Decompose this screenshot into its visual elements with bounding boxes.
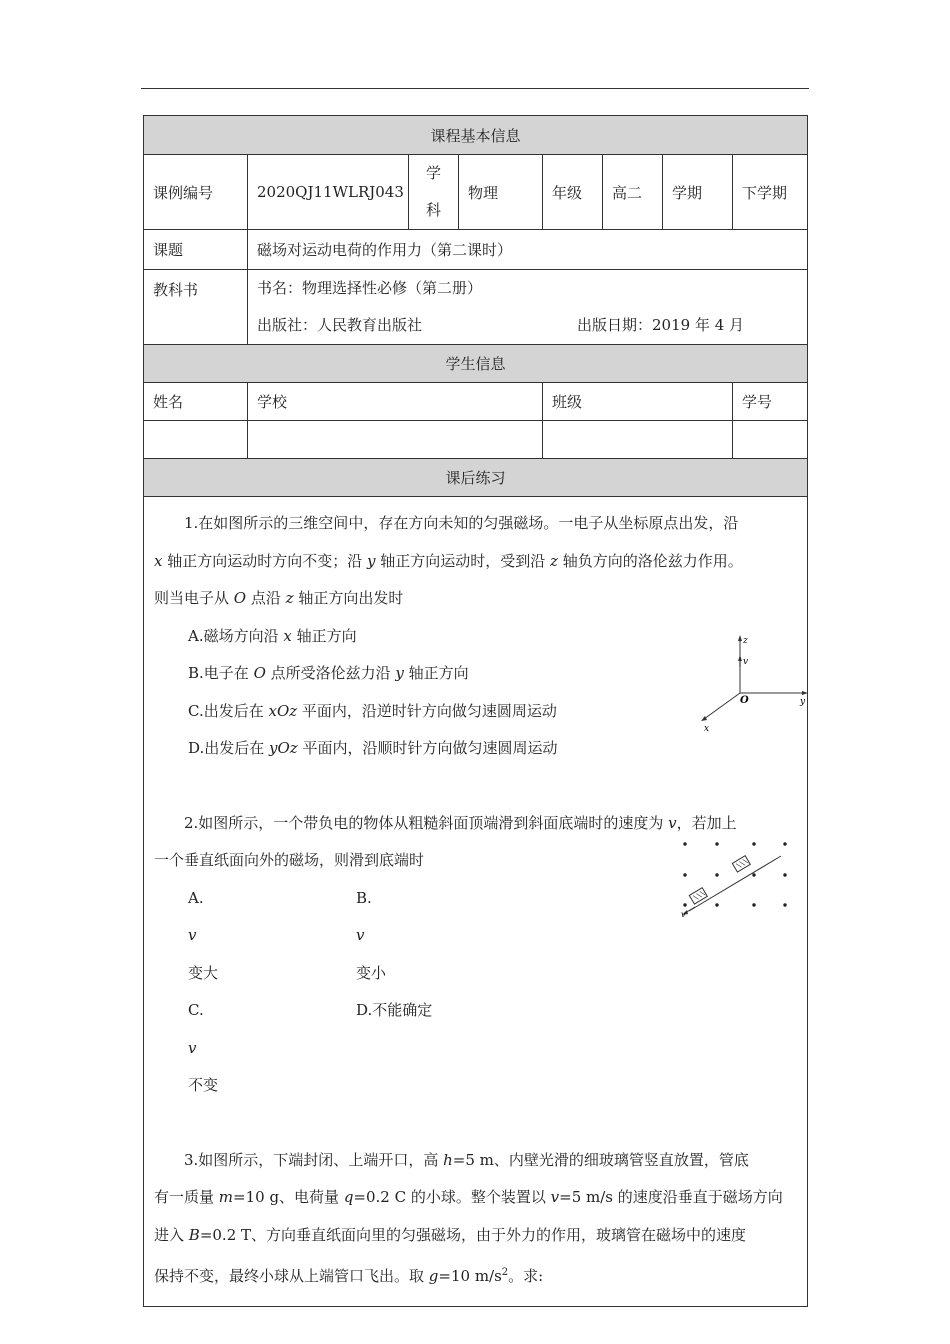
topic-label: 课题 <box>144 230 248 270</box>
book-name: 书名：物理选择性必修（第二册） <box>257 279 483 297</box>
q2-options-row-2 <box>154 992 797 1105</box>
subject-value: 物理 <box>459 155 543 230</box>
publish-date: 出版日期：2019 年 4 月 <box>577 316 745 334</box>
section-header-homework <box>144 459 808 497</box>
course-info-row <box>144 155 808 230</box>
q2-option-a: A.v变大 <box>188 888 219 982</box>
publisher-line <box>257 307 798 344</box>
textbook-label: 教科书 <box>144 270 248 345</box>
q2-option-b: B.v变小 <box>356 888 387 982</box>
number-label: 学号 <box>733 383 808 421</box>
q1-option-b: B.电子在 O 点所受洛伦兹力沿 y 轴正方向 <box>188 664 469 682</box>
velocity-label: v <box>743 657 749 667</box>
subject-label: 学 科 <box>409 155 459 230</box>
q1-stem-line-2: x 轴正方向运动时方向不变；沿 y 轴正方向运动时，受到沿 z 轴负方向的洛伦兹力作用。 <box>154 551 743 570</box>
lesson-table <box>143 115 808 1307</box>
q1-option-c: C.出发后在 xOz 平面内，沿逆时针方向做匀速圆周运动 <box>188 701 557 720</box>
q2-option-d: D.不能确定 <box>356 1001 433 1019</box>
q3-line-2: 有一质量 m=10 g、电荷量 q=0.2 C 的小球。整个装置以 v=5 m/s 的速度沿垂直于磁场方向 <box>154 1188 783 1206</box>
publisher: 出版社：人民教育出版社 <box>257 316 423 334</box>
student-header-row <box>144 383 808 421</box>
topic-row <box>144 230 808 270</box>
class-label: 班级 <box>543 383 733 421</box>
class-field[interactable] <box>543 421 733 459</box>
section-header-course <box>144 116 808 155</box>
grade-value: 高二 <box>603 155 663 230</box>
q1-stem-line-1: 1.在如图所示的三维空间中，存在方向未知的匀强磁场。一电子从坐标原点出发，沿 <box>184 514 739 532</box>
grade-label: 年级 <box>543 155 603 230</box>
name-field[interactable] <box>144 421 248 459</box>
q1-option-d: D.出发后在 yOz 平面内，沿顺时针方向做匀速圆周运动 <box>188 739 558 757</box>
name-label: 姓名 <box>144 383 248 421</box>
course-id-label: 课例编号 <box>144 155 248 230</box>
term-value: 下学期 <box>733 155 808 230</box>
incline-magnetic-field-figure <box>675 837 799 917</box>
coordinate-axes-figure <box>692 631 812 735</box>
number-field[interactable] <box>733 421 808 459</box>
q1-option-a: A.磁场方向沿 x 轴正方向 <box>188 626 357 645</box>
q3-line-4: 保持不变，最终小球从上端管口飞出。取 g=10 $m/s^2$。求: <box>154 1267 544 1285</box>
q2-stem-line-1: 2.如图所示，一个带负电的物体从粗糙斜面顶端滑到斜面底端时的速度为 v，若加上 <box>184 813 737 832</box>
header-rule <box>141 88 809 89</box>
course-id-value: 2020QJ11WLRJ043 <box>248 155 409 230</box>
axis-label-z: z <box>743 636 748 646</box>
axis-label-x: x <box>704 724 710 734</box>
question-3 <box>154 1142 797 1296</box>
origin-label: O <box>740 695 749 706</box>
section-header-student <box>144 345 808 383</box>
section-title: 课程基本信息 <box>144 116 808 155</box>
q1-stem-line-3: 则当电子从 O 点沿 z 轴正方向出发时 <box>154 589 404 607</box>
student-input-row <box>144 421 808 459</box>
section-title: 学生信息 <box>144 345 808 383</box>
homework-row <box>144 497 808 1307</box>
topic-value: 磁场对运动电荷的作用力（第二课时） <box>248 230 808 270</box>
q2-option-c: C.v不变 <box>188 1001 219 1094</box>
textbook-row <box>144 270 808 345</box>
textbook-info <box>248 270 808 345</box>
homework-content <box>144 497 808 1307</box>
q3-line-1: 3.如图所示，下端封闭、上端开口，高 h=5 m、内壁光滑的细玻璃管竖直放置，管底 <box>184 1150 749 1169</box>
school-label: 学校 <box>248 383 543 421</box>
q3-line-3: 进入 B=0.2 T、方向垂直纸面向里的匀强磁场，由于外力的作用，玻璃管在磁场中的速度 <box>154 1225 747 1244</box>
axis-label-y: y <box>800 697 806 707</box>
section-title: 课后练习 <box>144 459 808 497</box>
term-label: 学期 <box>663 155 733 230</box>
school-field[interactable] <box>248 421 543 459</box>
velocity-label: v <box>681 910 686 917</box>
q2-stem-line-2: 一个垂直纸面向外的磁场，则滑到底端时 <box>154 851 425 869</box>
